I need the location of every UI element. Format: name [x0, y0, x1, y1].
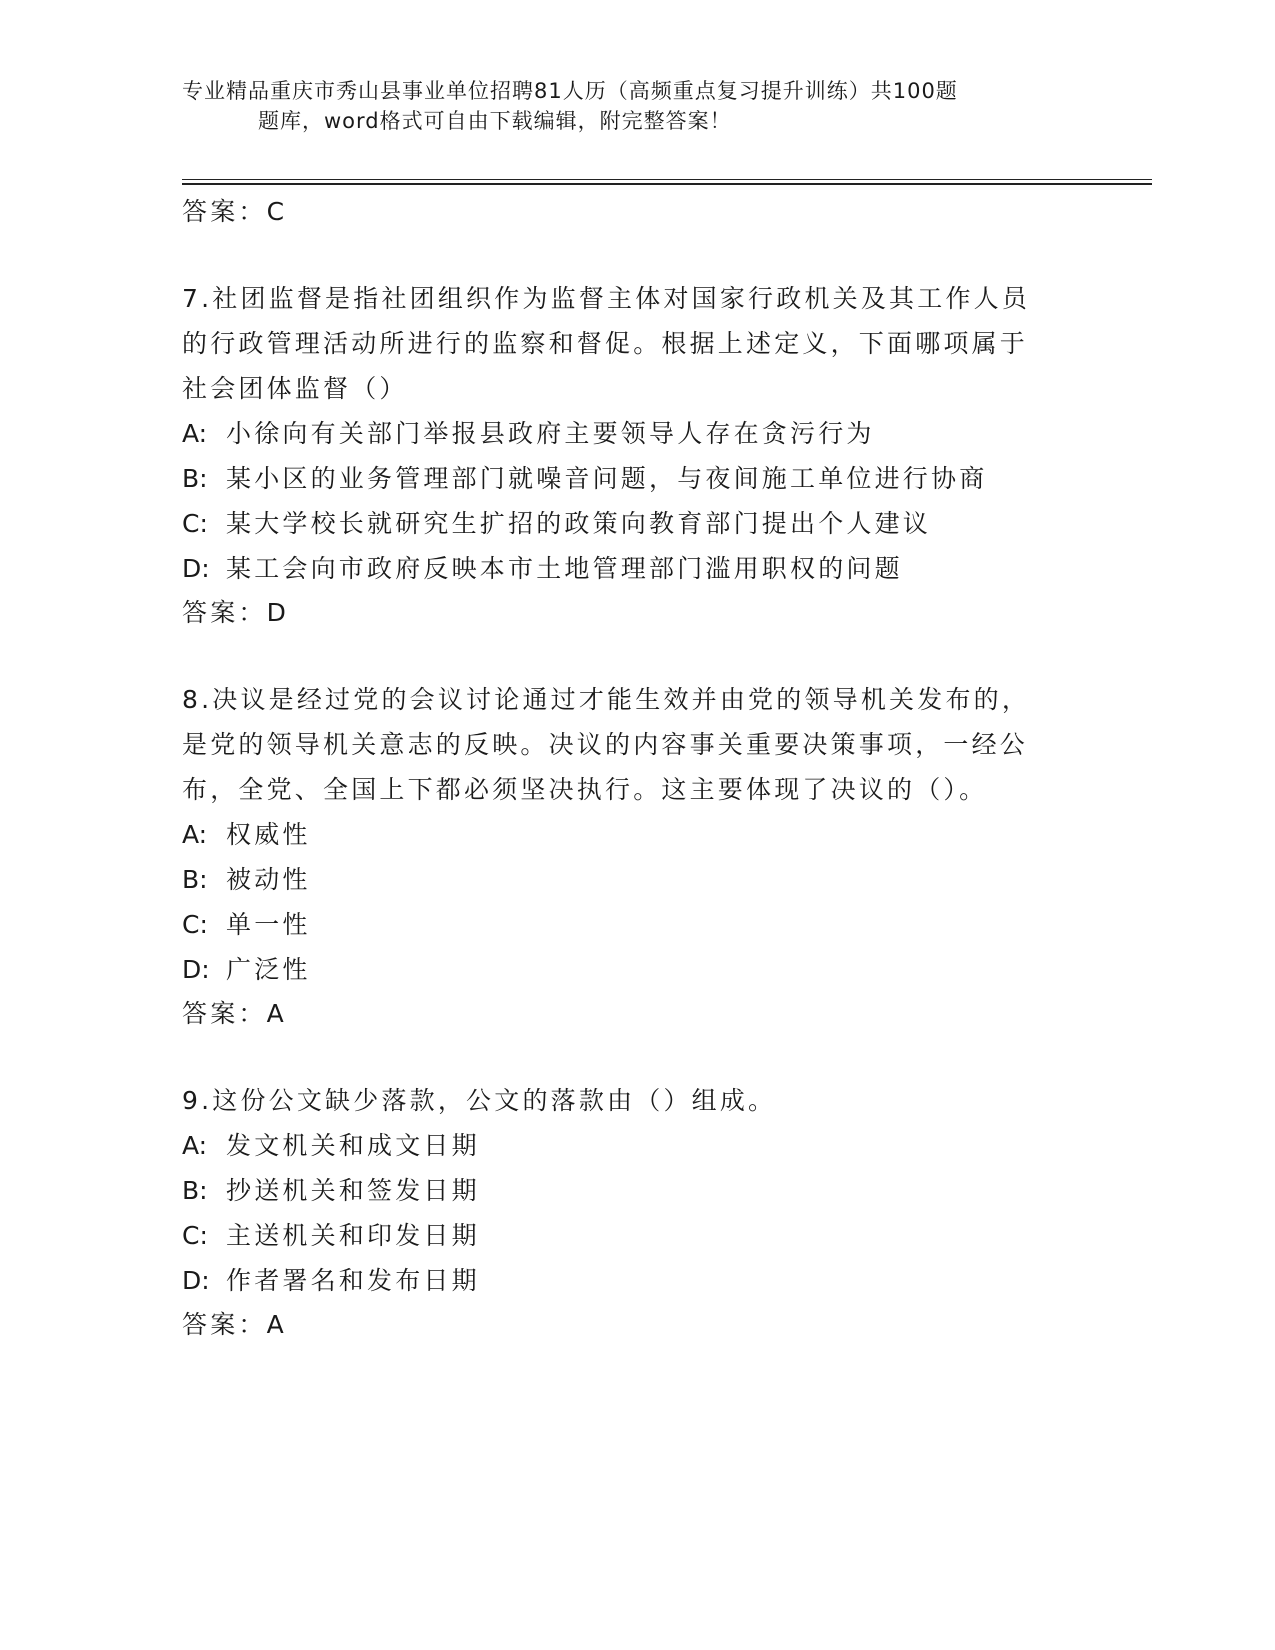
option-letter: C:	[182, 509, 208, 538]
option-c	[182, 501, 1082, 546]
answer-line: 答案：D	[182, 598, 290, 627]
option-b	[182, 857, 1082, 902]
option-b	[182, 1168, 1082, 1213]
header-title-line1: 专业精品重庆市秀山县事业单位招聘81人历（高频重点复习提升训练）共100题	[182, 79, 958, 103]
option-c	[182, 902, 1082, 947]
option-text: 某大学校长就研究生扩招的政策向教育部门提出个人建议	[226, 509, 932, 538]
option-letter: C:	[182, 910, 208, 939]
option-letter: D:	[182, 955, 210, 984]
answer-line: 答案：A	[182, 999, 287, 1028]
question-stem-line: 7.社团监督是指社团组织作为监督主体对国家行政机关及其工作人员	[182, 284, 1031, 313]
answer-line: 答案：A	[182, 1310, 287, 1339]
spacer	[182, 1036, 1082, 1078]
spacer	[182, 635, 1082, 677]
document-body	[182, 190, 1082, 1347]
option-letter: A:	[182, 820, 208, 849]
option-b	[182, 456, 1082, 501]
option-a	[182, 411, 1082, 456]
document-header	[182, 76, 1082, 136]
question-stem-line: 社会团体监督（）	[182, 374, 408, 403]
option-text: 某工会向市政府反映本市土地管理部门滥用职权的问题	[226, 554, 903, 583]
option-letter: B:	[182, 865, 208, 894]
option-a	[182, 812, 1082, 857]
option-text: 主送机关和印发日期	[226, 1221, 480, 1250]
question-7	[182, 276, 1082, 635]
option-a	[182, 1123, 1082, 1168]
question-stem-line: 布，全党、全国上下都必须坚决执行。这主要体现了决议的（）。	[182, 775, 988, 804]
option-letter: B:	[182, 1176, 208, 1205]
option-text: 被动性	[226, 865, 311, 894]
question-stem-line: 9.这份公文缺少落款，公文的落款由（）组成。	[182, 1086, 777, 1115]
header-divider-thick	[182, 183, 1152, 185]
previous-answer: 答案：C	[182, 197, 288, 226]
option-text: 单一性	[226, 910, 311, 939]
option-text: 作者署名和发布日期	[226, 1266, 480, 1295]
option-text: 权威性	[226, 820, 311, 849]
question-stem-line: 是党的领导机关意志的反映。决议的内容事关重要决策事项，一经公	[182, 730, 1029, 759]
question-9	[182, 1078, 1082, 1347]
header-divider-thin	[182, 179, 1152, 180]
option-letter: D:	[182, 1266, 210, 1295]
question-8	[182, 677, 1082, 1036]
option-text: 小徐向有关部门举报县政府主要领导人存在贪污行为	[226, 419, 875, 448]
option-d	[182, 1258, 1082, 1303]
header-title-line2: 题库，word格式可自由下载编辑，附完整答案！	[258, 109, 732, 133]
question-stem-line: 8.决议是经过党的会议讨论通过才能生效并由党的领导机关发布的，	[182, 685, 1031, 714]
option-d	[182, 546, 1082, 591]
option-text: 广泛性	[226, 955, 311, 984]
option-text: 发文机关和成文日期	[226, 1131, 480, 1160]
question-stem-line: 的行政管理活动所进行的监察和督促。根据上述定义，下面哪项属于	[182, 329, 1029, 358]
spacer	[182, 234, 1082, 276]
option-c	[182, 1213, 1082, 1258]
option-text: 某小区的业务管理部门就噪音问题，与夜间施工单位进行协商	[226, 464, 988, 493]
option-letter: C:	[182, 1221, 208, 1250]
option-letter: D:	[182, 554, 210, 583]
option-letter: B:	[182, 464, 208, 493]
option-d	[182, 947, 1082, 992]
option-text: 抄送机关和签发日期	[226, 1176, 480, 1205]
option-letter: A:	[182, 419, 208, 448]
option-letter: A:	[182, 1131, 208, 1160]
